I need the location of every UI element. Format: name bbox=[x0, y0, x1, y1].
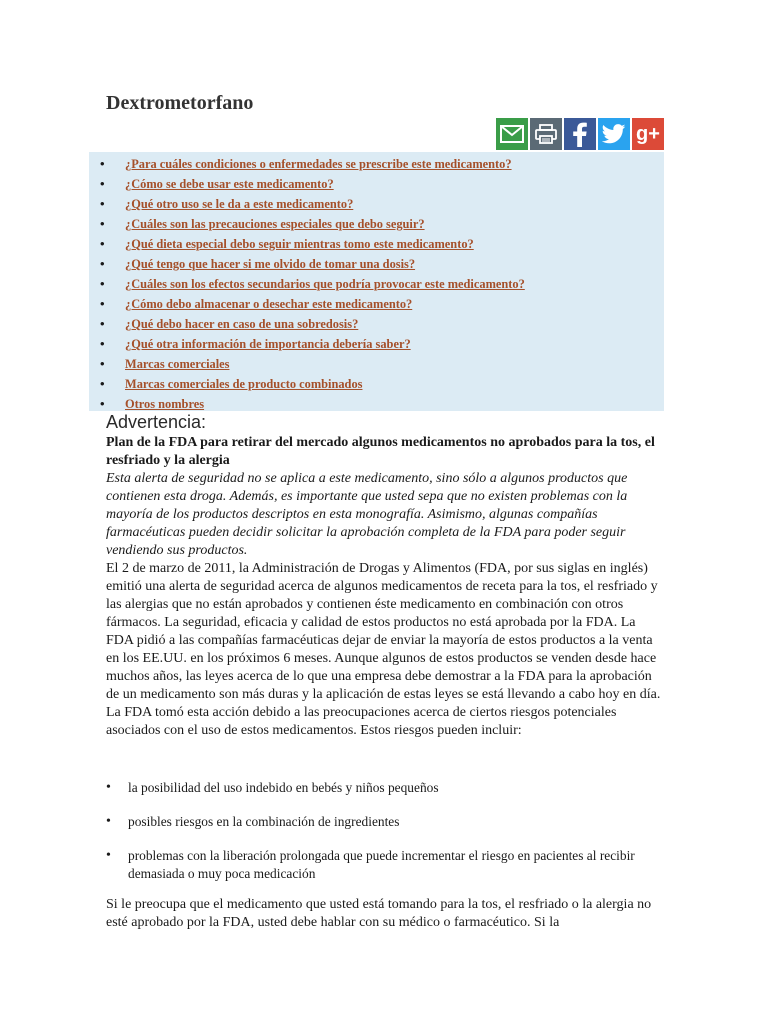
toc-link[interactable]: ¿Qué dieta especial debo seguir mientras tomo este medicamento? bbox=[125, 237, 474, 251]
list-item: • problemas con la liberación prolongada que puede incrementar el riesgo en pacientes al recibir demasiada o muy poca medicación bbox=[106, 847, 662, 883]
warning-note: Esta alerta de seguridad no se aplica a este medicamento, sino sólo a algunos productos que contienen esta droga. Además, es importante que usted sepa que no existen problemas con la mayoría de los productos descriptos en esta monografía. Asimismo, algunas compañías farmacéuticas pueden decidir solicitar la aprobación completa de la FDA para poder seguir vendiendo sus productos. bbox=[106, 471, 628, 558]
toc-link[interactable]: ¿Qué debo hacer en caso de una sobredosis? bbox=[125, 317, 359, 331]
toc-link[interactable]: ¿Para cuáles condiciones o enfermedades se prescribe este medicamento? bbox=[125, 157, 512, 171]
toc-item bbox=[89, 314, 664, 334]
toc-item bbox=[89, 274, 664, 294]
toc-link[interactable]: ¿Cuáles son las precauciones especiales que debo seguir? bbox=[125, 217, 425, 231]
facebook-share-button[interactable] bbox=[564, 118, 596, 150]
toc-link[interactable]: ¿Qué otro uso se le da a este medicamento? bbox=[125, 197, 354, 211]
googleplus-share-button[interactable] bbox=[632, 118, 664, 150]
toc-item bbox=[89, 334, 664, 354]
toc-link[interactable]: ¿Cómo se debe usar este medicamento? bbox=[125, 177, 334, 191]
toc-link[interactable]: ¿Qué otra información de importancia debería saber? bbox=[125, 337, 411, 351]
toc-link[interactable]: Marcas comerciales de producto combinados bbox=[125, 377, 363, 391]
print-icon bbox=[535, 124, 557, 144]
toc-link[interactable]: ¿Cómo debo almacenar o desechar este medicamento? bbox=[125, 297, 413, 311]
table-of-contents bbox=[89, 152, 664, 411]
toc-item bbox=[89, 214, 664, 234]
page-title: Dextrometorfano bbox=[106, 92, 254, 114]
toc-item bbox=[89, 374, 664, 394]
share-bar bbox=[496, 118, 664, 150]
toc-item bbox=[89, 234, 664, 254]
toc-link[interactable]: Marcas comerciales bbox=[125, 357, 230, 371]
toc-link[interactable]: ¿Cuáles son los efectos secundarios que podría provocar este medicamento? bbox=[125, 277, 525, 291]
email-icon bbox=[500, 125, 524, 143]
toc-item bbox=[89, 174, 664, 194]
toc-item bbox=[89, 194, 664, 214]
list-item: • la posibilidad del uso indebido en bebés y niños pequeños bbox=[106, 779, 662, 797]
print-button[interactable] bbox=[530, 118, 562, 150]
warning-subtitle: Plan de la FDA para retirar del mercado algunos medicamentos no aprobados para la tos, el resfriado y la alergia bbox=[106, 435, 655, 468]
list-item: • posibles riesgos en la combinación de ingredientes bbox=[106, 813, 662, 831]
googleplus-icon: g+ bbox=[636, 122, 660, 145]
toc-list bbox=[89, 152, 664, 414]
toc-link[interactable]: Otros nombres bbox=[125, 397, 205, 411]
toc-item bbox=[89, 294, 664, 314]
twitter-share-button[interactable] bbox=[598, 118, 630, 150]
toc-item bbox=[89, 254, 664, 274]
toc-item bbox=[89, 394, 664, 414]
risk-list bbox=[106, 779, 662, 883]
twitter-icon bbox=[602, 124, 626, 144]
toc-item bbox=[89, 354, 664, 374]
warning-body: El 2 de marzo de 2011, la Administración de Drogas y Alimentos (FDA, por sus siglas en inglés) emitió una alerta de seguridad acerca de algunos medicamentos de receta para la tos, el resfriado y las alergias que no están aprobados y contienen éste medicamento en combinación con otros fármacos. La seguridad, eficacia y calidad de estos productos no está aprobada por la FDA. La FDA pidió a las compañías farmacéuticas dejar de enviar la mayoría de estos productos a la venta en los EE.UU. en los próximos 6 meses. Aunque algunos de estos productos se venden desde hace muchos años, las leyes acerca de lo que una empresa debe demostrar a la FDA para la aprobación de un medicamento son más duras y la aplicación de estas leyes se está llevando a cabo hoy en día. La FDA tomó esta acción debido a las preocupaciones acerca de ciertos riesgos potenciales asociados con el uso de estos medicamentos. Estos riesgos pueden incluir: bbox=[106, 561, 661, 738]
toc-link[interactable]: ¿Qué tengo que hacer si me olvido de tomar una dosis? bbox=[125, 257, 416, 271]
warning-heading: Advertencia: bbox=[106, 412, 207, 432]
final-paragraph: Si le preocupa que el medicamento que usted está tomando para la tos, el resfriado o la alergia no esté aprobado por la FDA, usted debe hablar con su médico o farmacéutico. Si la bbox=[106, 897, 652, 930]
facebook-icon bbox=[572, 121, 588, 147]
email-share-button[interactable] bbox=[496, 118, 528, 150]
toc-item bbox=[89, 154, 664, 174]
